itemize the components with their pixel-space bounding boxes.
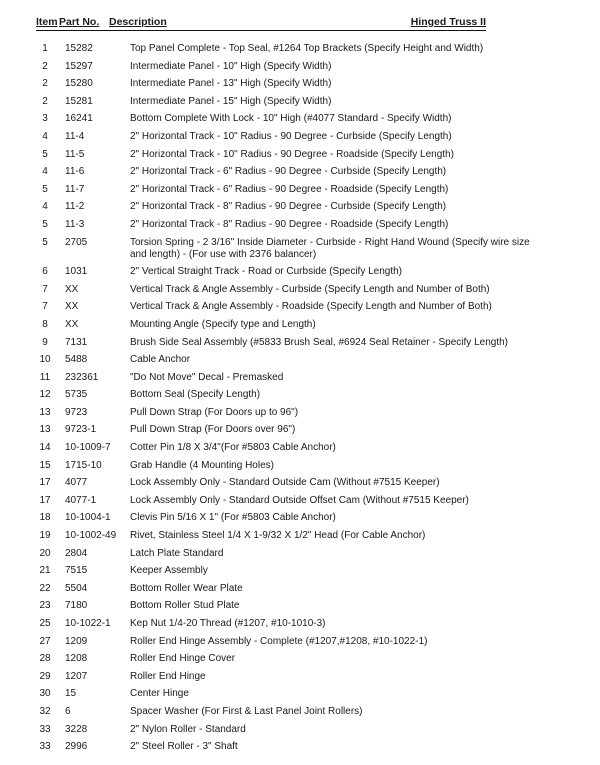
description: Latch Plate Standard xyxy=(130,547,224,559)
header-description: Description xyxy=(109,16,167,28)
description: Mounting Angle (Specify type and Length) xyxy=(130,318,316,330)
part-number: 1031 xyxy=(65,266,88,278)
item-number: 33 xyxy=(39,723,51,735)
item-number: 4 xyxy=(42,201,48,213)
description: 2" Steel Roller - 3" Shaft xyxy=(130,741,238,753)
part-number: XX xyxy=(65,318,79,330)
table-row xyxy=(36,548,576,566)
description: Bottom Complete With Lock - 10" High (#4077 Standard - Specify Width) xyxy=(130,113,452,125)
description: Pull Down Strap (For Doors up to 96") xyxy=(130,406,299,418)
part-number: 6 xyxy=(65,705,71,717)
item-number: 13 xyxy=(39,424,51,436)
table-row xyxy=(36,706,576,724)
part-number: 11-2 xyxy=(65,201,85,213)
table-row xyxy=(36,237,576,267)
part-number: 2804 xyxy=(65,547,88,559)
part-number: 9723-1 xyxy=(65,424,97,436)
item-number: 28 xyxy=(39,653,51,665)
description: Bottom Roller Stud Plate xyxy=(130,600,240,612)
part-number: 15 xyxy=(65,688,77,700)
item-number: 19 xyxy=(39,530,51,542)
part-number: 11-4 xyxy=(65,130,85,142)
item-number: 7 xyxy=(42,301,48,313)
description: Lock Assembly Only - Standard Outside Offset Cam (Without #7515 Keeper) xyxy=(130,494,469,506)
item-number: 7 xyxy=(42,283,48,295)
table-row xyxy=(36,442,576,460)
table-row xyxy=(36,530,576,548)
item-number: 20 xyxy=(39,547,51,559)
description: 2" Vertical Straight Track - Road or Curbside (Specify Length) xyxy=(130,266,403,278)
description: 2" Horizontal Track - 8" Radius - 90 Degree - Roadside (Specify Length) xyxy=(130,218,449,230)
part-number: 10-1022-1 xyxy=(65,618,111,629)
part-number: 7515 xyxy=(65,565,88,577)
table-row xyxy=(36,512,576,530)
description: Roller End Hinge Assembly - Complete (#1207,#1208, #10-1022-1) xyxy=(130,635,428,647)
part-number: 5488 xyxy=(65,354,88,366)
table-row xyxy=(36,219,576,237)
item-number: 12 xyxy=(39,389,51,401)
part-number: 15280 xyxy=(65,78,93,90)
table-row xyxy=(36,389,576,407)
description: Center Hinge xyxy=(130,688,189,700)
item-number: 5 xyxy=(42,218,48,230)
description: Roller End Hinge Cover xyxy=(130,653,236,665)
description: Kep Nut 1/4-20 Thread (#1207, #10-1010-3) xyxy=(130,618,326,629)
item-number: 3 xyxy=(42,113,48,125)
description: Clevis Pin 5/16 X 1" (For #5803 Cable Anchor) xyxy=(130,512,336,524)
item-number: 23 xyxy=(39,600,51,612)
table-row xyxy=(36,424,576,442)
item-number: 1 xyxy=(42,43,48,54)
table-row xyxy=(36,301,576,319)
item-number: 2 xyxy=(42,78,48,90)
item-number: 30 xyxy=(39,688,51,700)
part-number: 15281 xyxy=(65,95,93,107)
item-number: 2 xyxy=(42,60,48,72)
table-row xyxy=(36,565,576,583)
description: 2" Horizontal Track - 8" Radius - 90 Degree - Curbside (Specify Length) xyxy=(130,201,447,213)
table-header xyxy=(36,16,486,31)
item-number: 17 xyxy=(39,494,51,506)
item-number: 21 xyxy=(39,565,51,577)
table-row xyxy=(36,460,576,478)
description: Keeper Assembly xyxy=(130,565,208,577)
description: 2" Horizontal Track - 10" Radius - 90 Degree - Roadside (Specify Length) xyxy=(130,148,454,160)
table-row xyxy=(36,266,576,284)
table-row xyxy=(36,407,576,425)
description: Intermediate Panel - 13" High (Specify Width) xyxy=(130,78,332,90)
description: Bottom Roller Wear Plate xyxy=(130,582,243,594)
table-row xyxy=(36,600,576,618)
item-number: 33 xyxy=(39,741,51,753)
description: Brush Side Seal Assembly (#5833 Brush Seal, #6924 Seal Retainer - Specify Length) xyxy=(130,336,508,348)
part-number: 1209 xyxy=(65,635,88,647)
item-number: 14 xyxy=(39,442,51,454)
part-number: XX xyxy=(65,301,79,313)
part-number: 7131 xyxy=(65,336,88,348)
part-number: 11-6 xyxy=(65,166,85,178)
part-number: 4077-1 xyxy=(65,494,97,506)
item-number: 13 xyxy=(39,406,51,418)
item-number: 5 xyxy=(42,183,48,195)
description: Cable Anchor xyxy=(130,354,191,366)
table-row xyxy=(36,337,576,355)
table-row xyxy=(36,372,576,390)
table-row xyxy=(36,636,576,654)
part-number: XX xyxy=(65,283,79,295)
item-number: 6 xyxy=(42,266,48,278)
item-number: 4 xyxy=(42,166,48,178)
part-number: 1208 xyxy=(65,653,88,665)
item-number: 4 xyxy=(42,130,48,142)
part-number: 11-3 xyxy=(65,218,85,230)
description: 2" Horizontal Track - 10" Radius - 90 Degree - Curbside (Specify Length) xyxy=(130,130,452,142)
description: Spacer Washer (For First & Last Panel Joint Rollers) xyxy=(130,705,363,717)
table-row xyxy=(36,131,576,149)
table-row xyxy=(36,671,576,689)
part-number: 10-1002-49 xyxy=(65,530,117,542)
table-row xyxy=(36,184,576,202)
item-number: 10 xyxy=(39,354,51,366)
part-number: 232361 xyxy=(65,371,99,383)
item-number: 15 xyxy=(39,459,51,471)
table-row xyxy=(36,724,576,742)
part-number: 10-1004-1 xyxy=(65,512,111,524)
description: Cotter Pin 1/8 X 3/4"(For #5803 Cable Anchor) xyxy=(130,442,336,454)
part-number: 5735 xyxy=(65,389,88,401)
part-number: 2996 xyxy=(65,741,88,753)
part-number: 9723 xyxy=(65,406,88,418)
item-number: 27 xyxy=(39,635,51,647)
part-number: 11-7 xyxy=(65,183,85,195)
part-number: 3228 xyxy=(65,723,88,735)
description: 2" Horizontal Track - 6" Radius - 90 Degree - Curbside (Specify Length) xyxy=(130,166,447,178)
description: 2" Horizontal Track - 6" Radius - 90 Degree - Roadside (Specify Length) xyxy=(130,183,449,195)
table-row xyxy=(36,688,576,706)
item-number: 25 xyxy=(39,618,51,629)
description: Intermediate Panel - 10" High (Specify Width) xyxy=(130,60,332,72)
table-row xyxy=(36,319,576,337)
item-number: 9 xyxy=(42,336,48,348)
table-row xyxy=(36,61,576,79)
part-number: 11-5 xyxy=(65,148,85,160)
part-number: 4077 xyxy=(65,477,88,489)
part-number: 1715-10 xyxy=(65,459,102,471)
part-number: 7180 xyxy=(65,600,88,612)
part-number: 2705 xyxy=(65,236,88,248)
description: 2" Nylon Roller - Standard xyxy=(130,723,246,735)
table-row xyxy=(36,284,576,302)
item-number: 11 xyxy=(39,371,51,383)
description: Torsion Spring - 2 3/16" Inside Diameter - Curbside - Right Hand Wound (Specify wire size and length) - (For use with 2376 balancer) xyxy=(130,236,530,260)
description: Rivet, Stainless Steel 1/4 X 1-9/32 X 1/2" Head (For Cable Anchor) xyxy=(130,530,426,542)
item-number: 18 xyxy=(39,512,51,524)
table-row xyxy=(36,166,576,184)
item-number: 17 xyxy=(39,477,51,489)
part-number: 10-1009-7 xyxy=(65,442,111,454)
item-number: 2 xyxy=(42,95,48,107)
item-number: 8 xyxy=(42,318,48,330)
item-number: 22 xyxy=(39,582,51,594)
part-number: 15297 xyxy=(65,60,93,72)
description: Pull Down Strap (For Doors over 96") xyxy=(130,424,296,436)
parts-list xyxy=(36,43,576,759)
table-row xyxy=(36,741,576,759)
table-row xyxy=(36,78,576,96)
table-row xyxy=(36,495,576,513)
table-row xyxy=(36,149,576,167)
table-row xyxy=(36,618,576,636)
description: Intermediate Panel - 15" High (Specify Width) xyxy=(130,95,332,107)
table-row xyxy=(36,201,576,219)
table-row xyxy=(36,96,576,114)
table-row xyxy=(36,354,576,372)
description: Top Panel Complete - Top Seal, #1264 Top Brackets (Specify Height and Width) xyxy=(130,43,484,54)
table-row xyxy=(36,653,576,671)
description: Vertical Track & Angle Assembly - Roadside (Specify Length and Number of Both) xyxy=(130,301,492,313)
item-number: 5 xyxy=(42,236,48,248)
item-number: 5 xyxy=(42,148,48,160)
table-row xyxy=(36,583,576,601)
item-number: 32 xyxy=(39,705,51,717)
description: Roller End Hinge xyxy=(130,670,206,682)
description: Grab Handle (4 Mounting Holes) xyxy=(130,459,274,471)
part-number: 16241 xyxy=(65,113,93,125)
part-number: 15282 xyxy=(65,43,93,54)
description: Vertical Track & Angle Assembly - Curbside (Specify Length and Number of Both) xyxy=(130,283,490,295)
table-row xyxy=(36,43,576,61)
document-title: Hinged Truss II xyxy=(410,16,486,28)
header-part-no: Part No. xyxy=(59,16,100,28)
header-item: Item xyxy=(36,16,58,28)
table-row xyxy=(36,477,576,495)
table-row xyxy=(36,113,576,131)
part-number: 1207 xyxy=(65,670,88,682)
item-number: 29 xyxy=(39,670,51,682)
description: Lock Assembly Only - Standard Outside Cam (Without #7515 Keeper) xyxy=(130,477,440,489)
description: "Do Not Move" Decal - Premasked xyxy=(130,371,284,383)
part-number: 5504 xyxy=(65,582,88,594)
description: Bottom Seal (Specify Length) xyxy=(130,389,261,401)
